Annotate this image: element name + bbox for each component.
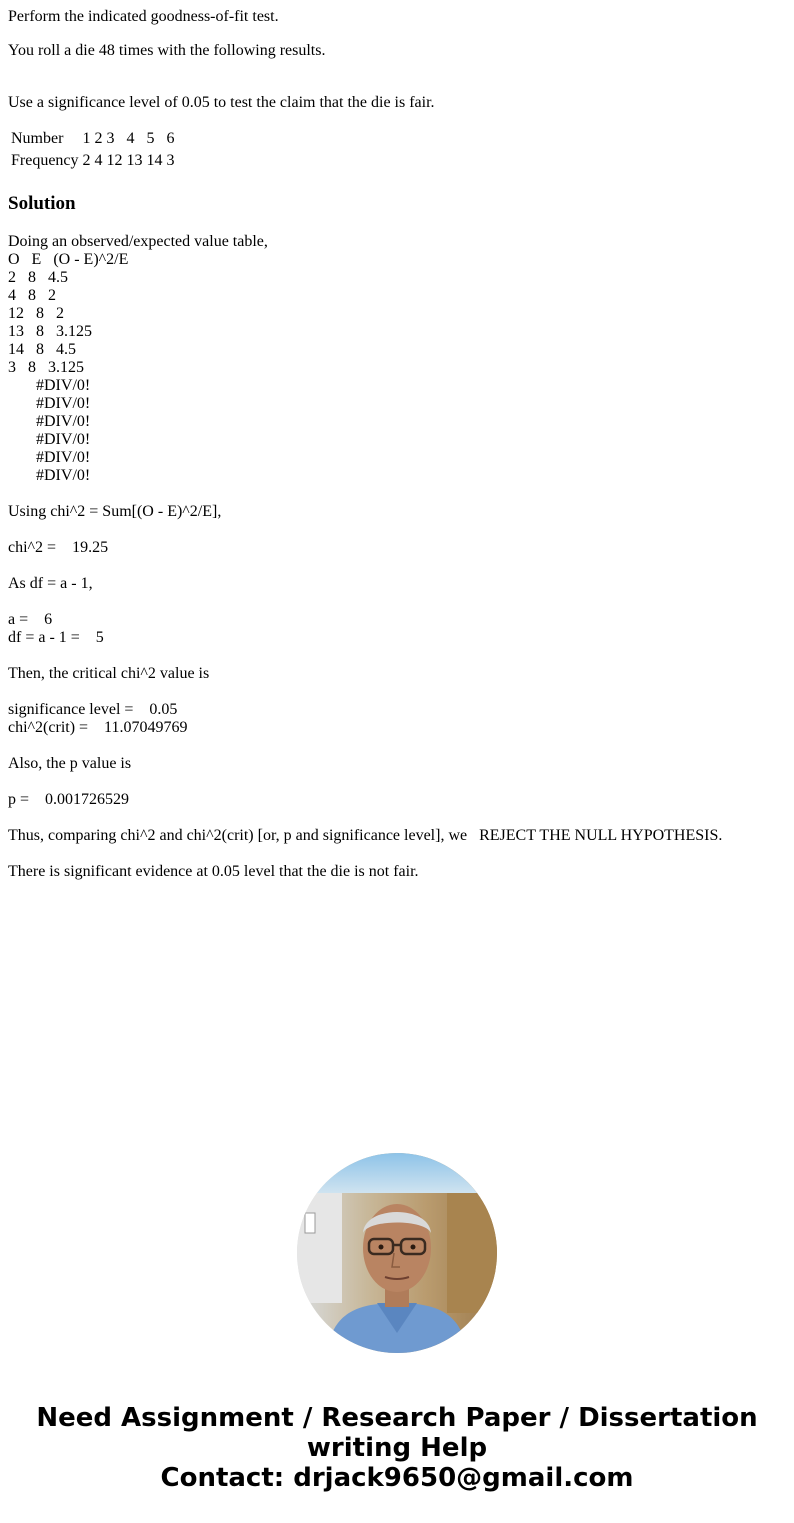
solution-line: #DIV/0! xyxy=(8,413,91,430)
solution-line: #DIV/0! xyxy=(8,395,91,412)
table-cell: Number xyxy=(11,130,64,147)
solution-line: Also, the p value is xyxy=(8,755,132,772)
solution-line: Using chi^2 = Sum[(O - E)^2/E], xyxy=(8,503,222,520)
solution-line: 12 8 2 xyxy=(8,305,64,322)
solution-line: p = 0.001726529 xyxy=(8,791,130,808)
solution-line: #DIV/0! xyxy=(8,377,91,394)
solution-line: O E (O - E)^2/E xyxy=(8,251,129,268)
solution-line: df = a - 1 = 5 xyxy=(8,629,104,646)
solution-line: 13 8 3.125 xyxy=(8,323,92,340)
frequency-table xyxy=(8,127,178,173)
promo-line-2: writing Help xyxy=(306,1433,488,1463)
solution-line: 3 8 3.125 xyxy=(8,359,84,376)
solution-line: 2 8 4.5 xyxy=(8,269,68,286)
solution-line: a = 6 xyxy=(8,611,53,628)
author-photo xyxy=(297,1153,497,1353)
solution-line: 4 8 2 xyxy=(8,287,56,304)
solution-line: 14 8 4.5 xyxy=(8,341,76,358)
blank-line xyxy=(8,485,722,503)
blank-line xyxy=(8,557,722,575)
blank-line xyxy=(8,647,722,665)
blank-line xyxy=(8,683,722,701)
promo-line-1: Need Assignment / Research Paper / Dissertation xyxy=(36,1403,758,1433)
solution-line: #DIV/0! xyxy=(8,449,91,466)
author-avatar xyxy=(297,1153,497,1353)
blank-line xyxy=(8,809,722,827)
table-row xyxy=(10,129,176,149)
blank-line xyxy=(8,521,722,539)
solution-line: significance level = 0.05 xyxy=(8,701,178,718)
solution-line: Then, the critical chi^2 value is xyxy=(8,665,210,682)
table-cell: 1 2 3 4 5 6 xyxy=(82,130,175,147)
blank-line xyxy=(8,845,722,863)
question-line-2: You roll a die 48 times with the following results. xyxy=(8,42,326,59)
solution-body xyxy=(8,233,722,881)
question-line-3: Use a significance level of 0.05 to test the claim that the die is fair. xyxy=(8,94,435,111)
question-line-1: Perform the indicated goodness-of-fit test. xyxy=(8,8,279,25)
blank-line xyxy=(8,737,722,755)
solution-line: #DIV/0! xyxy=(8,467,91,484)
solution-line: #DIV/0! xyxy=(8,431,91,448)
blank-line xyxy=(8,773,722,791)
promo-banner xyxy=(0,1403,794,1493)
solution-line: There is significant evidence at 0.05 level that the die is not fair. xyxy=(8,863,419,880)
solution-line: Doing an observed/expected value table, xyxy=(8,233,268,250)
table-cell: Frequency xyxy=(11,152,79,169)
solution-line: Thus, comparing chi^2 and chi^2(crit) [or, p and significance level], we REJECT THE NULL HYPOTHESIS. xyxy=(8,827,723,844)
solution-line: chi^2 = 19.25 xyxy=(8,539,109,556)
blank-line xyxy=(8,593,722,611)
table-cell: 2 4 12 13 14 3 xyxy=(82,152,175,169)
solution-line: chi^2(crit) = 11.07049769 xyxy=(8,719,188,736)
solution-line: As df = a - 1, xyxy=(8,575,93,592)
solution-heading: Solution xyxy=(8,193,76,214)
table-row xyxy=(10,151,176,171)
promo-contact: Contact: drjack9650@gmail.com xyxy=(160,1463,634,1493)
